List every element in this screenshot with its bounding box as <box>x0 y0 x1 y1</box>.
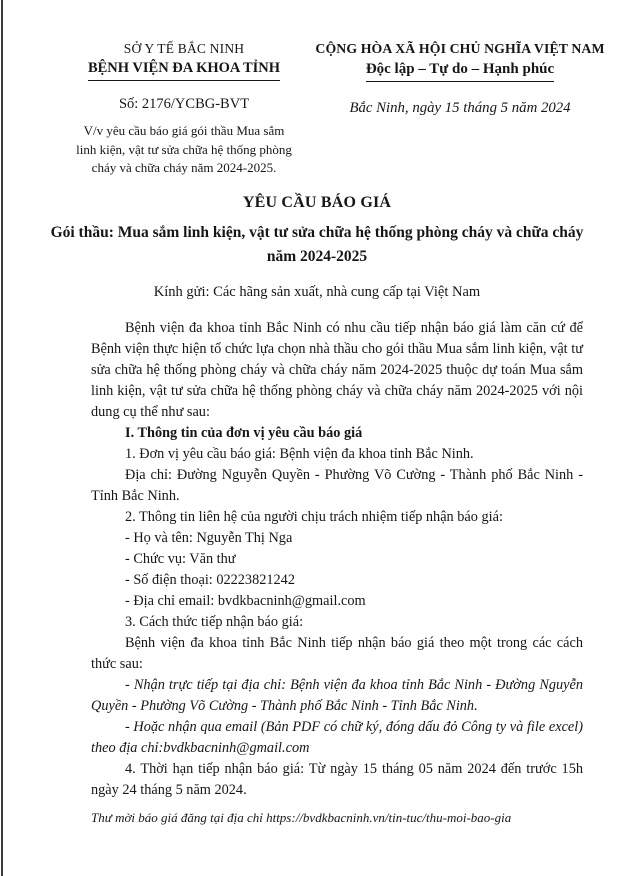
org-name <box>58 59 310 81</box>
body-paragraph-contact-phone: - Số điện thoại: 02223821242 <box>125 572 295 588</box>
body-paragraph-deadline: 4. Thời hạn tiếp nhận báo giá: Từ ngày 15 tháng 05 năm 2024 đến trước 15h ngày 24 tháng 5 năm 2024. <box>91 761 583 798</box>
page-left-edge-line <box>1 0 3 876</box>
body-paragraph-address: Địa chỉ: Đường Nguyễn Quyền - Phường Võ Cường - Thành phố Bắc Ninh - Tỉnh Bắc Ninh. <box>91 467 583 504</box>
document-body <box>91 318 583 801</box>
issuing-org-block <box>58 40 310 178</box>
doc-number: Số: 2176/YCBG-BVT <box>118 96 250 112</box>
national-motto-line1: CỘNG HÒA XÃ HỘI CHỦ NGHĨA VIỆT NAM <box>315 41 605 56</box>
body-paragraph-contact-name: - Họ và tên: Nguyễn Thị Nga <box>125 530 293 546</box>
body-paragraph-contact-heading: 2. Thông tin liên hệ của người chịu trách nhiệm tiếp nhận báo giá: <box>125 509 503 525</box>
body-paragraph-method-direct: - Nhận trực tiếp tại địa chỉ: Bệnh viện đa khoa tỉnh Bắc Ninh - Đường Nguyễn Quyền - Phường Võ Cường - Thành phố Bắc Ninh - Tỉnh Bắc Ninh. <box>91 677 583 714</box>
body-paragraph-method-email: - Hoặc nhận qua email (Bản PDF có chữ ký, đóng dấu đỏ Công ty và file excel) theo địa chỉ:bvdkbacninh@gmail.com <box>91 719 583 756</box>
body-paragraph-method-intro: Bệnh viện đa khoa tỉnh Bắc Ninh tiếp nhận báo giá theo một trong các cách thức sau: <box>91 635 583 672</box>
national-motto-line2 <box>298 59 622 82</box>
body-paragraph-intro: Bệnh viện đa khoa tỉnh Bắc Ninh có nhu cầu tiếp nhận báo giá làm căn cứ để Bệnh viện thực hiện tổ chức lựa chọn nhà thầu cho gói thầu Mua sắm linh kiện, vật tư sửa chữa hệ thống phòng cháy và chữa cháy năm 2024-2025 thuộc dự toán Mua sắm linh kiện, vật tư sửa chữa hệ thống phòng cháy và chữa cháy năm 2024-2025 với nội dung cụ thể như sau: <box>91 320 583 420</box>
org-name-text: BỆNH VIỆN ĐA KHOA TỈNH <box>88 59 280 81</box>
national-header-block <box>298 40 622 118</box>
body-section-1-heading: I. Thông tin của đơn vị yêu cầu báo giá <box>125 425 363 441</box>
package-title: Gói thầu: Mua sắm linh kiện, vật tư sửa chữa hệ thống phòng cháy và chữa cháy năm 2024-2025 <box>50 224 584 265</box>
doc-subject: V/v yêu cầu báo giá gói thầu Mua sắm linh kiện, vật tư sửa chữa hệ thống phòng cháy và chữa cháy năm 2024-2025. <box>76 123 292 175</box>
body-paragraph-method-heading: 3. Cách thức tiếp nhận báo giá: <box>125 614 304 630</box>
place-date: Bắc Ninh, ngày 15 tháng 5 năm 2024 <box>349 100 571 116</box>
doc-title: YÊU CẦU BÁO GIÁ <box>242 194 392 211</box>
body-paragraph-contact-position: - Chức vụ: Văn thư <box>125 551 236 567</box>
national-motto-line2-text: Độc lập – Tự do – Hạnh phúc <box>366 59 554 82</box>
org-parent-name: SỞ Y TẾ BẮC NINH <box>123 41 245 56</box>
footer-note: Thư mời báo giá đăng tại địa chỉ https://bvdkbacninh.vn/tin-tuc/thu-moi-bao-gia <box>91 810 512 825</box>
body-paragraph-contact-email: - Địa chỉ email: bvdkbacninh@gmail.com <box>125 593 366 609</box>
body-paragraph-unit: 1. Đơn vị yêu cầu báo giá: Bệnh viện đa khoa tỉnh Bắc Ninh. <box>125 446 474 462</box>
salutation-line: Kính gửi: Các hãng sản xuất, nhà cung cấp tại Việt Nam <box>153 284 481 300</box>
